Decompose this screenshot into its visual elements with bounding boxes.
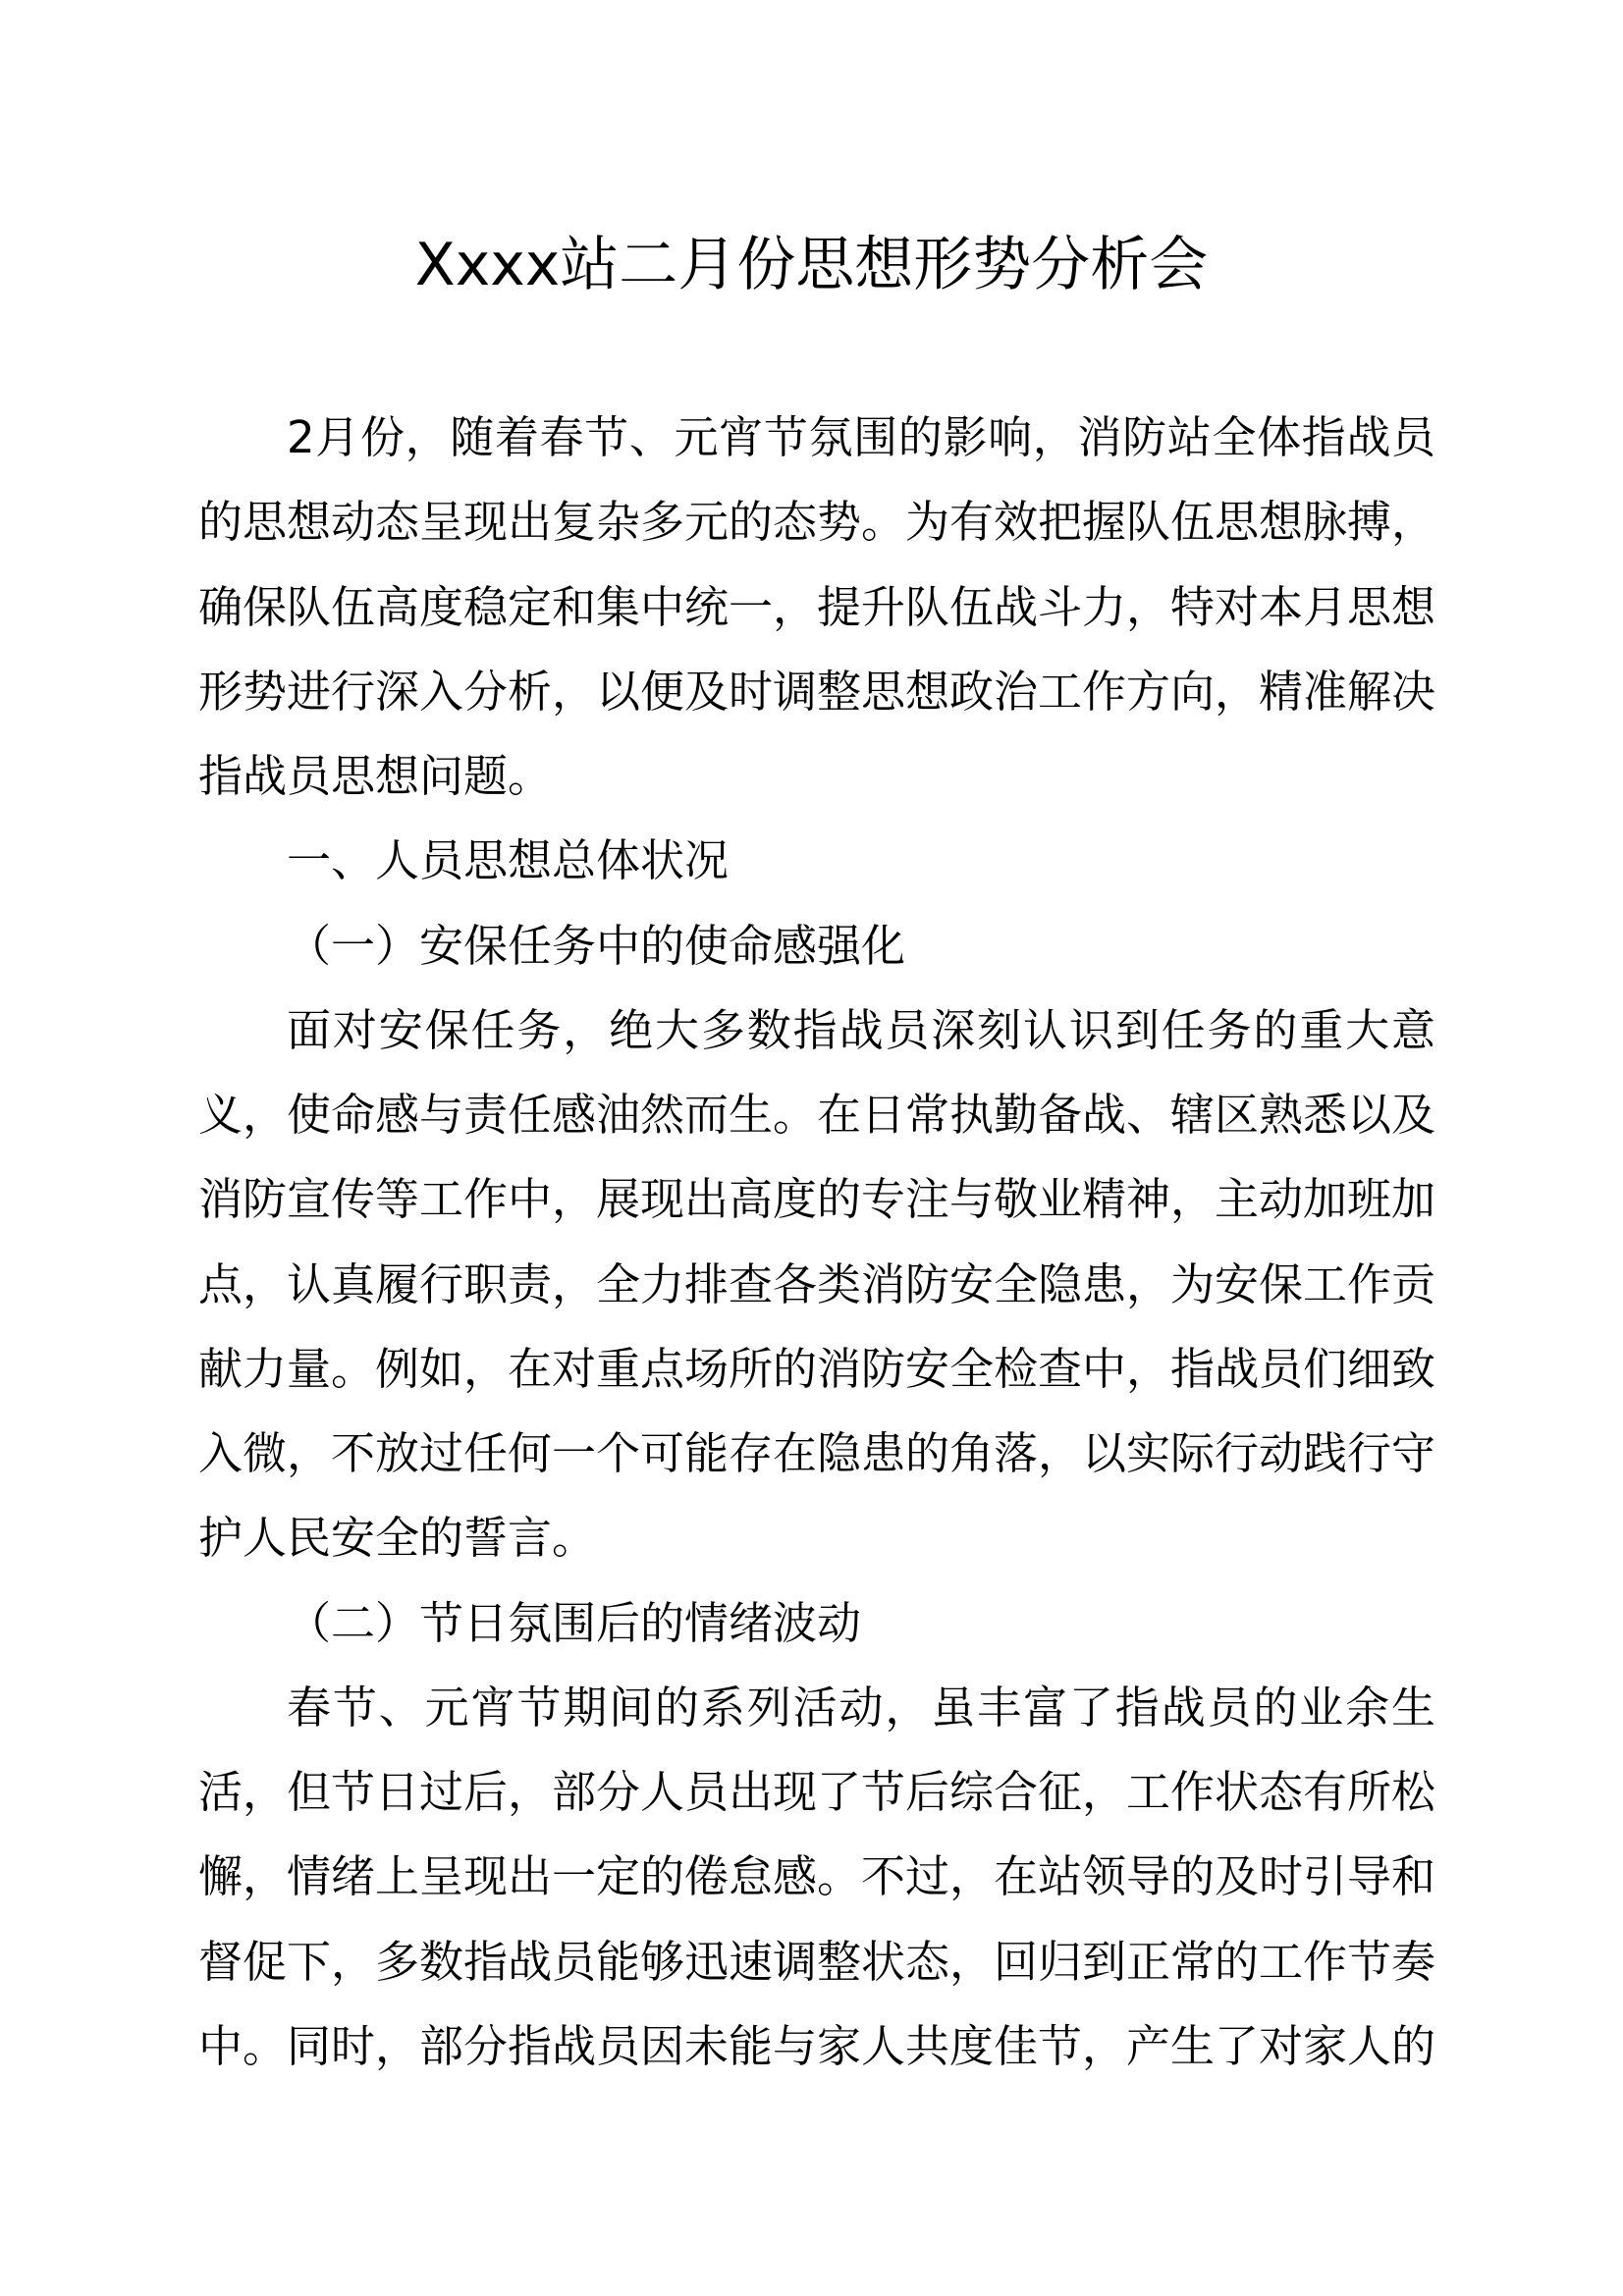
text-line: 献力量。例如，在对重点场所的消防安全检查中，指战员们细致 — [198, 1342, 1436, 1395]
text-line: 面对安保任务，绝大多数指战员深刻认识到任务的重大意 — [287, 1003, 1435, 1056]
text-line: 指战员思想问题。 — [198, 750, 553, 802]
text-line: 2月份，随着春节、元宵节氛围的影响，消防站全体指战员 — [287, 411, 1435, 463]
text-line: 的思想动态呈现出复杂多元的态势。为有效把握队伍思想脉搏， — [198, 496, 1436, 549]
document-title: Xxxx站二月份思想形势分析会 — [414, 231, 1209, 299]
text-line: 护人民安全的誓言。 — [198, 1512, 597, 1565]
text-line: 中。同时，部分指战员因未能与家人共度佳节，产生了对家人的 — [198, 2019, 1436, 2072]
text-line: 形势进行深入分析，以便及时调整思想政治工作方向，精准解决 — [198, 665, 1436, 718]
section-heading — [198, 1581, 1435, 1666]
paragraph — [198, 396, 1435, 819]
paragraph — [198, 988, 1435, 1581]
paragraph — [198, 1666, 1435, 2089]
text-line: 点，认真履行职责，全力排查各类消防安全隐患，为安保工作贡 — [198, 1257, 1436, 1310]
text-line: 消防宣传等工作中，展现出高度的专注与敬业精神，主动加班加 — [198, 1173, 1436, 1226]
text-line: 活，但节日过后，部分人员出现了节后综合征，工作状态有所松 — [198, 1766, 1436, 1818]
section-heading — [198, 904, 1435, 988]
document-body — [198, 396, 1435, 2089]
section-heading — [198, 819, 1435, 903]
text-line: 春节、元宵节期间的系列活动，虽丰富了指战员的业余生 — [287, 1681, 1435, 1734]
text-line: （二）节日氛围后的情绪波动 — [287, 1596, 862, 1649]
text-line: 确保队伍高度稳定和集中统一，提升队伍战斗力，特对本月思想 — [198, 580, 1436, 633]
text-line: 义，使命感与责任感油然而生。在日常执勤备战、辖区熟悉以及 — [198, 1089, 1436, 1141]
text-line: 督促下，多数指战员能够迅速调整状态，回归到正常的工作节奏 — [198, 1935, 1436, 1988]
text-line: （一）安保任务中的使命感强化 — [287, 919, 906, 972]
text-line: 一、人员思想总体状况 — [287, 834, 730, 887]
text-line: 懈，情绪上呈现出一定的倦怠感。不过，在站领导的及时引导和 — [198, 1850, 1436, 1903]
text-line: 入微，不放过任何一个可能存在隐患的角落，以实际行动践行守 — [198, 1427, 1436, 1479]
